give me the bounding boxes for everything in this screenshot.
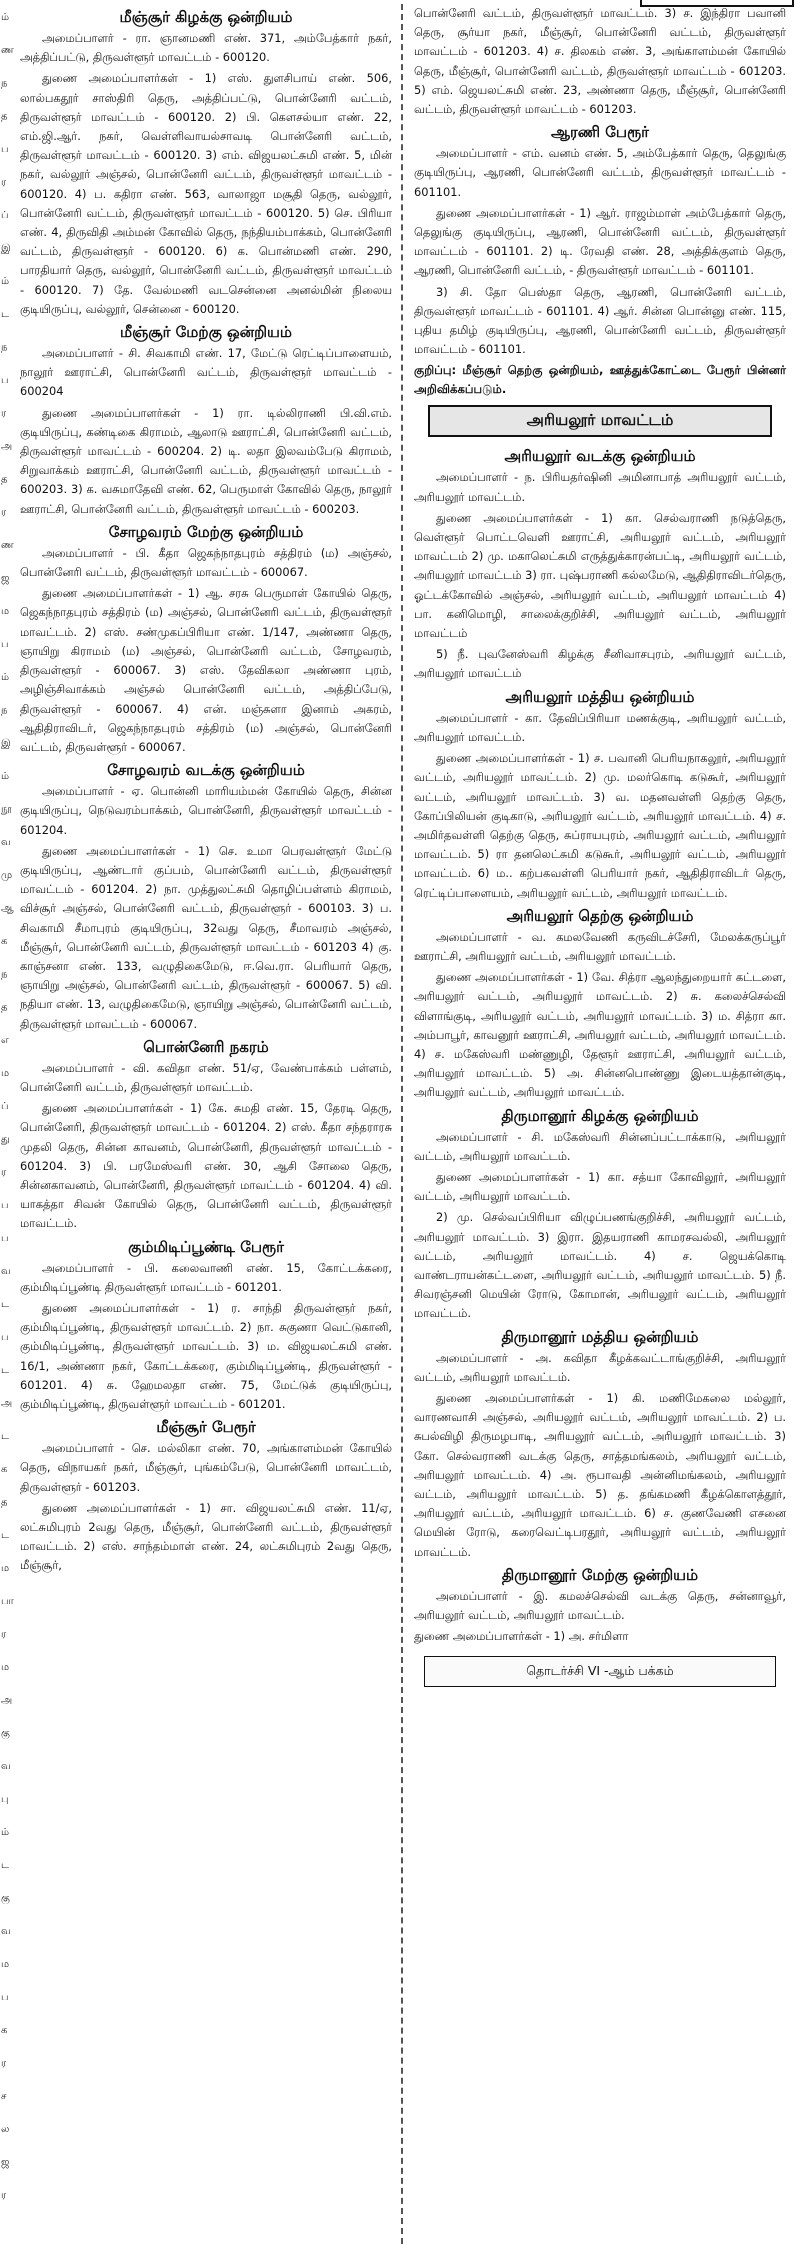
- section-title: அரியலூர் மத்திய ஒன்றியம்: [505, 687, 695, 706]
- paragraph: துணை அமைப்பாளர்கள் - 1) கே. சுமதி எண். 15, தேரடி தெரு, பொன்னேரி, திருவள்ளூர் மாவட்டம் - 601204. 2) எஸ். கீதா சந்தராரசு முதலி தெரு, சின்ன காவனம், பொன்னேரி, திருவள்ளூர் மாவட்டம் - 601204. 3) பி. பரமேஸ்வரி எண். 30, ஆசி சோலை தெரு, சின்னகாவனம், பொன்னேரி, திருவள்ளூர் மாவட்டம் - 601204. 4) வி. யாகத்தா சிவன் கோயில் தெரு, பொன்னேரி வட்டம், திருவள்ளூர் மாவட்டம்.: [20, 1101, 392, 1231]
- paragraph: துணை அமைப்பாளர்கள் - 1) வே. சித்ரா ஆலந்துறையார் கட்டளை, அரியலூர் வட்டம், அரியலூர் மாவட்டம். 2) சு. கலைச்செல்வி விளாங்குடி, அரியலூர் வட்டம், அரியலூர் மாவட்டம். 3) ம. சித்ரா கா. அம்பாபூர், காவனூர் ஊராட்சி, அரியலூர் வட்டம், அரியலூர் மாவட்டம். 4) ச. மகேஸ்வரி மண்ணுழி, தேளூர் ஊராட்சி, அரியலூர் வட்டம், அரியலூர் மாவட்டம். 5) அ. சின்னபொண்ணு இடையத்தான்குடி, அரியலூர் வட்டம், அரியலூர் மாவட்டம்.: [414, 970, 786, 1100]
- paragraph: அமைப்பாளர் - அ. கவிதா கீழக்கவட்டாங்குறிச்சி, அரியலூர் வட்டம், அரியலூர் மாவட்டம்.: [414, 1350, 786, 1384]
- edge-fragment: ம: [1, 606, 10, 617]
- paragraph: அமைப்பாளர் - ந. பிரியதர்ஷினி அமினாபாத் அரியலூர் வட்டம், அரியலூர் மாவட்டம்.: [414, 470, 786, 504]
- section-title: சோழவரம் வடக்கு ஒன்றியம்: [107, 761, 305, 780]
- edge-fragment: க: [1, 2025, 8, 2036]
- edge-fragment: த: [1, 111, 8, 122]
- edge-fragment: த: [1, 1002, 8, 1013]
- left-column: [14, 4, 398, 2242]
- edge-fragment: ர: [1, 1629, 7, 1640]
- section-title: கும்மிடிப்பூண்டி பேரூர்: [128, 1237, 284, 1256]
- edge-fragment: ந: [1, 78, 8, 89]
- edge-fragment: ண: [1, 45, 14, 56]
- section-title: திருமானூர் மத்திய ஒன்றியம்: [501, 1327, 699, 1346]
- edge-fragment: த: [1, 1497, 8, 1508]
- section-title: மீஞ்சூர் மேற்கு ஒன்றியம்: [120, 323, 292, 342]
- paragraph: அமைப்பாளர் - பி. கலைவாணி எண். 15, கோட்டக்கரை, கும்மிடிப்பூண்டி திருவள்ளூர் மாவட்டம் - 601201.: [20, 1260, 392, 1294]
- paragraph: துணை அமைப்பாளர்கள் - 1) சா. விஜயலட்சுமி எண். 11/ஏ, லட்சுமிபுரம் 2வது தெரு, மீஞ்சூர், பொன்னேரி வட்டம், திருவள்ளூர் மாவட்டம். 2) எஸ். சாந்தம்மாள் எண். 24, லட்சுமிபுரம் 2வது தெரு, மீஞ்சூர்,: [20, 1500, 392, 1573]
- paragraph: அமைப்பாளர் - இ. கமலச்செல்வி வடக்கு தெரு, சன்னாவூர், அரியலூர் வட்டம், அரியலூர் மாவட்டம்.: [414, 1588, 786, 1623]
- edge-fragment: ப: [1, 639, 9, 650]
- edge-fragment: ம: [1, 1563, 10, 1574]
- paragraph: 5) நீ. புவனேஸ்வரி கிழக்கு சீனிவாசபுரம், அரியலூர் வட்டம், அரியலூர் மாவட்டம்: [414, 647, 786, 681]
- edge-fragment: ப: [1, 1992, 9, 2003]
- edge-fragment: ப்: [1, 1101, 9, 1112]
- edge-fragment: கு: [1, 1893, 10, 1904]
- edge-fragment: ட: [1, 1530, 9, 1541]
- section-title: அரியலூர் தெற்கு ஒன்றியம்: [506, 906, 694, 925]
- section-title: திருமானூர் மேற்கு ஒன்றியம்: [501, 1565, 699, 1584]
- edge-fragment: எ: [1, 1035, 9, 1046]
- edge-fragment: ப: [1, 375, 9, 386]
- edge-fragment: ப: [1, 1332, 9, 1343]
- edge-fragment: ர: [1, 1167, 7, 1178]
- edge-fragment: ம: [1, 1068, 10, 1079]
- edge-fragment: ர: [1, 177, 7, 188]
- continuation-box: தொடர்ச்சி VI -ஆம் பக்கம்: [424, 1656, 776, 1687]
- edge-fragment: ஆ: [1, 903, 14, 914]
- edge-fragment: ச: [1, 2091, 7, 2102]
- edge-fragment: ப்: [1, 210, 9, 221]
- paragraph: துணை அமைப்பாளர்கள் - 1) கா. செல்வராணி நடுத்தெரு, வெள்ளூர் பொட்டவெளி ஊராட்சி, அரியலூர் வட்டம், அரியலூர் மாவட்டம் 2) மு. மகாலெட்சுமி எருத்துக்காரன்பட்டி, அரியலூர் வட்டம், அரியலூர் மாவட்டம் 3) ரா. புஷ்பராணி கல்லமேடு, ஆதிதிராவிடர்தெரு, ஓட்டக்கோவில் அஞ்சல், அரியலூர் வட்டம், அரியலூர் மாவட்டம் 4) பா. கனிமொழி, சாலைக்குறிச்சி, அரியலூர் வட்டம், அரியலூர் மாவட்டம்: [414, 510, 786, 641]
- edge-fragment: ந: [1, 969, 8, 980]
- section-title: மீஞ்சூர் கிழக்கு ஒன்றியம்: [119, 8, 293, 26]
- edge-fragment: இ: [1, 738, 11, 749]
- edge-fragment: அ: [1, 1695, 13, 1706]
- edge-fragment: ம: [1, 1662, 10, 1673]
- edge-fragment: ஜ: [1, 573, 10, 584]
- edge-fragment: க: [1, 1464, 8, 1475]
- section-title: அரியலூர் வடக்கு ஒன்றியம்: [504, 447, 696, 466]
- edge-fragment: ப: [1, 1233, 9, 1244]
- edge-fragment: அ: [1, 1398, 13, 1409]
- edge-fragment: வ: [1, 1761, 11, 1772]
- edge-fragment: க: [1, 936, 8, 947]
- edge-fragment: ட: [1, 1299, 9, 1310]
- note-paragraph: குறிப்பு: மீஞ்சூர் தெற்கு ஒன்றியம், ஊத்துக்கோட்டை பேரூர் பின்னர் அறிவிக்கப்படும்.: [414, 363, 786, 397]
- right-column: [406, 4, 790, 2242]
- edge-fragment: ம: [1, 1959, 10, 1970]
- edge-fragment: ம்: [1, 12, 10, 23]
- edge-fragment: மு: [1, 870, 13, 881]
- edge-fragment: ண: [1, 540, 14, 551]
- paragraph: துணை அமைப்பாளர்கள் - 1) ஆ. சரசு பெருமாள் கோயில் தெரு, ஜெகந்நாதபுரம் சத்திரம் (ம) அஞ்சல், பொன்னேரி வட்டம், திருவள்ளூர் மாவட்டம். 2) எஸ். சண்முகப்பிரியா எண். 1/147, அண்ணா தெரு, ஞாயிறு கிராமம் (ம) அஞ்சல், பொன்னேரி வட்டம், சோழவரம், திருவள்ளூர் - 600067. 3) எஸ். தேவிகலா அண்ணா புரம், அழிஞ்சிவாக்கம் அஞ்சல் பொன்னேரி வட்டம், அத்திப்பேடு, திருவள்ளூர் - 600067. 4) என். மஞ்சுளா இனாம் அகரம், ஆதிதிராவிடர், ஜெகந்நாதபுரம் சத்திரம் (ம) அஞ்சல், பொன்னேரி வட்டம், திருவள்ளூர் - 600067.: [20, 586, 392, 754]
- edge-fragment: வ: [1, 1266, 11, 1277]
- edge-fragment: ம்: [1, 1827, 10, 1838]
- edge-fragment: இ: [1, 243, 11, 254]
- left-edge-fragments: [0, 0, 14, 2248]
- paragraph: அமைப்பாளர் - வ. கமலவேணி கருவிடச்சேரி, மேலக்கருப்பூர் ஊராட்சி, அரியலூர் வட்டம், அரியலூர் மாவட்டம்.: [414, 929, 786, 963]
- edge-fragment: ட: [1, 309, 9, 320]
- edge-fragment: ந: [1, 342, 8, 353]
- paragraph: துணை அமைப்பாளர்கள் - 1) எஸ். துளசிபாய் எண். 506, லால்பகதூர் சாஸ்திரி தெரு, அத்திப்பட்டு, பொன்னேரி வட்டம், திருவள்ளூர் மாவட்டம் - 600120. 2) பி. கௌசல்யா எண். 22, எம்.ஜி.ஆர். நகர், வெள்ளிவாயல்சாவடி பொன்னேரி வட்டம், திருவள்ளூர் மாவட்டம் - 600120. 3) எம். விஜயலட்சுமி எண். 5, மின் நகர், வல்லூர் அஞ்சல், பொன்னேரி வட்டம், திருவள்ளூர் மாவட்டம் - 600120. 4) ப. கதிரா எண். 563, வாலாஜா மசூதி தெரு, வல்லூர், பொன்னேரி வட்டம், திருவள்ளூர் மாவட்டம் - 600120. 5) செ. பிரியா எண். 4, திருவிதி அம்மன் கோவில் தெரு, நந்தியம்பாக்கம், பொன்னேரி வட்டம், திருவள்ளூர் - 600120. 6) க. பொன்மணி எண். 290, பாரதியார் தெரு, வல்லூர், பொன்னேரி வட்டம், திருவள்ளூர் மாவட்டம் - 600120. 7) தே. வேல்மணி வடசென்னை அனல்மின் நிலைய குடியிருப்பு, வல்லூர், சென்னை - 600120.: [20, 71, 392, 316]
- edge-fragment: ப: [1, 144, 9, 155]
- paragraph: அமைப்பாளர் - சி. சிவகாமி எண். 17, மேட்டு ரெட்டிப்பாளையம், நாலூர் ஊராட்சி, பொன்னேரி வட்டம், திருவள்ளூர் மாவட்டம் - 600204: [20, 346, 392, 399]
- paragraph: துணை அமைப்பாளர்கள் - 1) கா. சத்யா கோவிலூர், அரியலூர் வட்டம், அரியலூர் மாவட்டம்.: [414, 1169, 786, 1204]
- edge-fragment: ட: [1, 1431, 9, 1442]
- edge-fragment: ர: [1, 507, 7, 518]
- paragraph: துணை அமைப்பாளர்கள் - 1) கி. மணிமேகலை மல்லூர், வாரணவாசி அஞ்சல், அரியலூர் வட்டம், அரியலூர் மாவட்டம். 2) ப. சுபல்விழி திருமழபாடி, அரியலூர் வட்டம், அரியலூர் மாவட்டம். 3) கோ. செல்வராணி வடக்கு தெரு, சாத்தமங்கலம், அரியலூர் வட்டம், அரியலூர் மாவட்டம். 4) அ. ரூபாவதி அன்னிமங்கலம், அரியலூர் வட்டம், அரியலூர் மாவட்டம். 5) த. தங்கமணி கீழக்கொளத்தூர், அரியலூர் வட்டம், அரியலூர் மாவட்டம். 6) ச. குணவேணி எசனை மெயின் ரோடு, கரைவெட்டிபரதூர், அரியலூர் வட்டம், அரியலூர் மாவட்டம்.: [414, 1390, 786, 1559]
- edge-fragment: ம்: [1, 771, 10, 782]
- paragraph: அமைப்பாளர் - கா. தேவிப்பிரியா மணக்குடி, அரியலூர் வட்டம், அரியலூர் மாவட்டம்.: [414, 710, 786, 744]
- edge-fragment: ல: [1, 2124, 10, 2135]
- edge-fragment: கு: [1, 1728, 10, 1739]
- column-divider: [401, 4, 403, 2244]
- edge-fragment: ட: [1, 1365, 9, 1376]
- paragraph: அமைப்பாளர் - ஏ. பொன்னி மாரியம்மன் கோயில் தெரு, சின்ன குடியிருப்பு, நெடுவரம்பாக்கம், பொன்னேரி, திருவள்ளூர் மாவட்டம் - 601204.: [20, 784, 392, 837]
- edge-fragment: பு: [1, 1794, 9, 1805]
- edge-fragment: ம்: [1, 276, 10, 287]
- paragraph: அமைப்பாளர் - ரா. ஞானமணி எண். 371, அம்பேத்கார் நகர், அத்திப்பட்டு, திருவள்ளூர் மாவட்டம் - 600120.: [20, 31, 392, 65]
- section-title: சோழவரம் மேற்கு ஒன்றியம்: [108, 522, 304, 541]
- paragraph: 2) மு. செல்வப்பிரியா விழுப்பணங்குறிச்சி, அரியலூர் வட்டம், அரியலூர் மாவட்டம். 3) இரா. இதயராணி காமரசவல்லி, அரியலூர் வட்டம், அரியலூர் மாவட்டம். 4) ச. ஜெயக்கொடி வாண்டராயன்கட்டளை, அரியலூர் வட்டம், அரியலூர் மாவட்டம். 5) நீ. சிவரஞ்சனி மெயின் ரோடு, கோமான், அரியலூர் வட்டம், அரியலூர் மாவட்டம்.: [414, 1210, 786, 1321]
- paragraph: அமைப்பாளர் - எம். வனம் எண். 5, அம்பேத்கார் தெரு, தெலுங்கு குடியிருப்பு, ஆரணி, பொன்னேரி வட்டம், திருவள்ளூர் மாவட்டம் - 601101.: [414, 146, 786, 199]
- edge-fragment: ஜ: [1, 2157, 10, 2168]
- paragraph: பொன்னேரி வட்டம், திருவள்ளூர் மாவட்டம். 3) ச. இந்திரா பவானி தெரு, சூர்யா நகர், மீஞ்சூர், பொன்னேரி வட்டம், திருவள்ளூர் மாவட்டம் - 601203. 4) ச. திலகம் எண். 3, அங்காளம்மன் கோயில் தெரு, மீஞ்சூர், பொன்னேரி வட்டம், திருவள்ளூர் மாவட்டம் - 601203. 5) எம். ஜெயலட்சுமி எண். 23, அண்ணா தெரு, மீஞ்சூர், பொன்னேரி வட்டம், திருவள்ளூர் மாவட்டம் - 601203.: [414, 6, 786, 117]
- paragraph: துணை அமைப்பாளர்கள் - 1) ர. சாந்தி திருவள்ளூர் நகர், கும்மிடிப்பூண்டி, திருவள்ளூர் மாவட்டம். 2) நா. சுகுணா வெட்டுகானி, கும்மிடிப்பூண்டி, திருவள்ளூர் மாவட்டம். 3) ம. விஜயலட்சுமி எண். 16/1, அண்ணா நகர், கோட்டக்கரை, கும்மிடிப்பூண்டி, திருவள்ளூர் - 601201. 4) சு. ஹேமலதா எண். 75, மேட்டுக் குடியிருப்பு, கும்மிடிப்பூண்டி, திருவள்ளூர் மாவட்டம் - 601201.: [20, 1300, 392, 1411]
- section-title: மீஞ்சூர் பேரூர்: [156, 1418, 256, 1437]
- paragraph: துணை அமைப்பாளர்கள் - 1) அ. சர்மிளா: [414, 1629, 629, 1644]
- section-title: பொன்னேரி நகரம்: [143, 1037, 269, 1056]
- paragraph: துணை அமைப்பாளர்கள் - 1) செ. உமா பெரவள்ளூர் மேட்டு குடியிருப்பு, ஆண்டார் குப்பம், பொன்னேரி வட்டம், திருவள்ளூர் மாவட்டம் - 601204. 2) நா. முத்துலட்சுமி தொழிப்பள்ளம் கிராமம், விச்சூர் அஞ்சல், பொன்னேரி வட்டம், திருவள்ளூர் - 600103. 3) ப. சிவகாமி சீமாபுரம் குடியிருப்பு, 32வது தெரு, சீமாவரம் அஞ்சல், மீஞ்சூர், பொன்னேரி வட்டம், திருவள்ளூர் மாவட்டம் - 601203 4) கு. காஞ்சனா எண். 133, வழுதிகைமேடு, ஈ.வெ.ரா. பெரியார் தெரு, ஞாயிறு அஞ்சல், பொன்னேரி வட்டம், திருவள்ளூர் - 600067. 5) வி. நதியா எண். 13, வழுதிகைமேடு, ஞாயிறு அஞ்சல், பொன்னேரி வட்டம், திருவள்ளூர் மாவட்டம் - 600067.: [20, 843, 392, 1031]
- edge-fragment: ந: [1, 705, 8, 716]
- edge-fragment: நூ: [1, 804, 12, 815]
- edge-fragment: ர: [1, 408, 7, 419]
- edge-fragment: ர: [1, 2058, 7, 2069]
- edge-fragment: பா: [1, 1596, 14, 1607]
- edge-fragment: து: [1, 1134, 10, 1145]
- edge-fragment: அ: [1, 441, 13, 452]
- section-title: ஆரணி பேரூர்: [551, 123, 649, 142]
- edge-fragment: வ: [1, 837, 11, 848]
- paragraph: அமைப்பாளர் - செ. மல்லிகா எண். 70, அங்காளம்மன் கோயில் தெரு, விநாயகர் நகர், மீஞ்சூர், புங்கம்பேடு, பொன்னேரி மாவட்டம், திருவள்ளூர் - 601203.: [20, 1441, 392, 1494]
- district-heading: அரியலூர் மாவட்டம்: [428, 405, 772, 437]
- paragraph: துணை அமைப்பாளர்கள் - 1) ரா. டில்லிராணி பி.வி.எம். குடியிருப்பு, கண்டிகை கிராமம், ஆலாடு ஊராட்சி, பொன்னேரி வட்டம், திருவள்ளூர் மாவட்டம் - 600204. 2) டி. லதா இலவம்பேடு கிராமம், சிறுவாக்கம் ஊராட்சி, பொன்னேரி வட்டம், திருவள்ளூர் மாவட்டம் - 600203. 3) க. வசுமாதேவி எண். 62, பெருமாள் கோவில் தெரு, நாலூர் ஊராட்சி, பொன்னேரி வட்டம், திருவள்ளூர் மாவட்டம் - 600203.: [20, 405, 392, 516]
- edge-fragment: ட: [1, 1860, 9, 1871]
- edge-fragment: ம்: [1, 672, 10, 683]
- paragraph: அமைப்பாளர் - சி. மகேஸ்வரி சின்னப்பட்டாக்காடு, அரியலூர் வட்டம், அரியலூர் மாவட்டம்.: [414, 1129, 786, 1163]
- paragraph: துணை அமைப்பாளர்கள் - 1) ஆர். ராஜம்மாள் அம்பேத்கார் தெரு, தெலுங்கு குடியிருப்பு, ஆரணி, பொன்னேரி வட்டம், திருவள்ளூர் மாவட்டம் - 601101. 2) டி. ரேவதி எண். 28, அத்திக்குளம் தெரு, ஆரணி, பொன்னேரி வட்டம், - திருவள்ளூர் மாவட்டம் - 601101.: [414, 205, 786, 278]
- edge-fragment: ர: [1, 2190, 7, 2201]
- paragraph: 3) சி. தோ பெஸ்தா தெரு, ஆரணி, பொன்னேரி வட்டம், திருவள்ளூர் மாவட்டம் - 601101. 4) ஆர். சின்ன பொன்னு எண். 115, புதிய தமிழ் குடியிருப்பு, ஆரணி, பொன்னேரி வட்டம், திருவள்ளூர் மாவட்டம் - 601101.: [414, 284, 786, 357]
- paragraph: அமைப்பாளர் - வி. கவிதா எண். 51/ஏ, வேண்பாக்கம் பள்ளம், பொன்னேரி வட்டம், திருவள்ளூர் மாவட்டம்.: [20, 1060, 392, 1094]
- edge-fragment: த: [1, 474, 8, 485]
- edge-fragment: வ: [1, 1926, 11, 1937]
- section-title: திருமானூர் கிழக்கு ஒன்றியம்: [501, 1106, 699, 1125]
- paragraph: துணை அமைப்பாளர்கள் - 1) ச. பவானி பெரியநாகலூர், அரியலூர் வட்டம், அரியலூர் மாவட்டம். 2) மு. மலர்கொடி கடுகூர், அரியலூர் வட்டம், அரியலூர் மாவட்டம். 3) வ. மதனவள்ளி தெற்கு தெரு, கோப்பிலியன் குடிகாடு, அரியலூர் வட்டம், அரியலூர் மாவட்டம். 4) ச. அமிர்தவள்ளி தெற்கு தெரு, சுப்ராயபுரம், அரியலூர் வட்டம், அரியலூர் மாவட்டம். 5) ரா தனலெட்சுமி கடுகூர், அரியலூர் வட்டம், அரியலூர் மாவட்டம். 6) ம.. கற்பகவள்ளி பெரியார் நகர், ஆதிதிராவிடர் தெரு, ரெட்டிப்பாளையம், அரியலூர் வட்டம், அரியலூர் மாவட்டம்.: [414, 751, 786, 900]
- paragraph: அமைப்பாளர் - பி. கீதா ஜெகந்நாதபுரம் சத்திரம் (ம) அஞ்சல், பொன்னேரி வட்டம், திருவள்ளூர் மாவட்டம் - 600067.: [20, 545, 392, 580]
- edge-fragment: ப: [1, 1200, 9, 1211]
